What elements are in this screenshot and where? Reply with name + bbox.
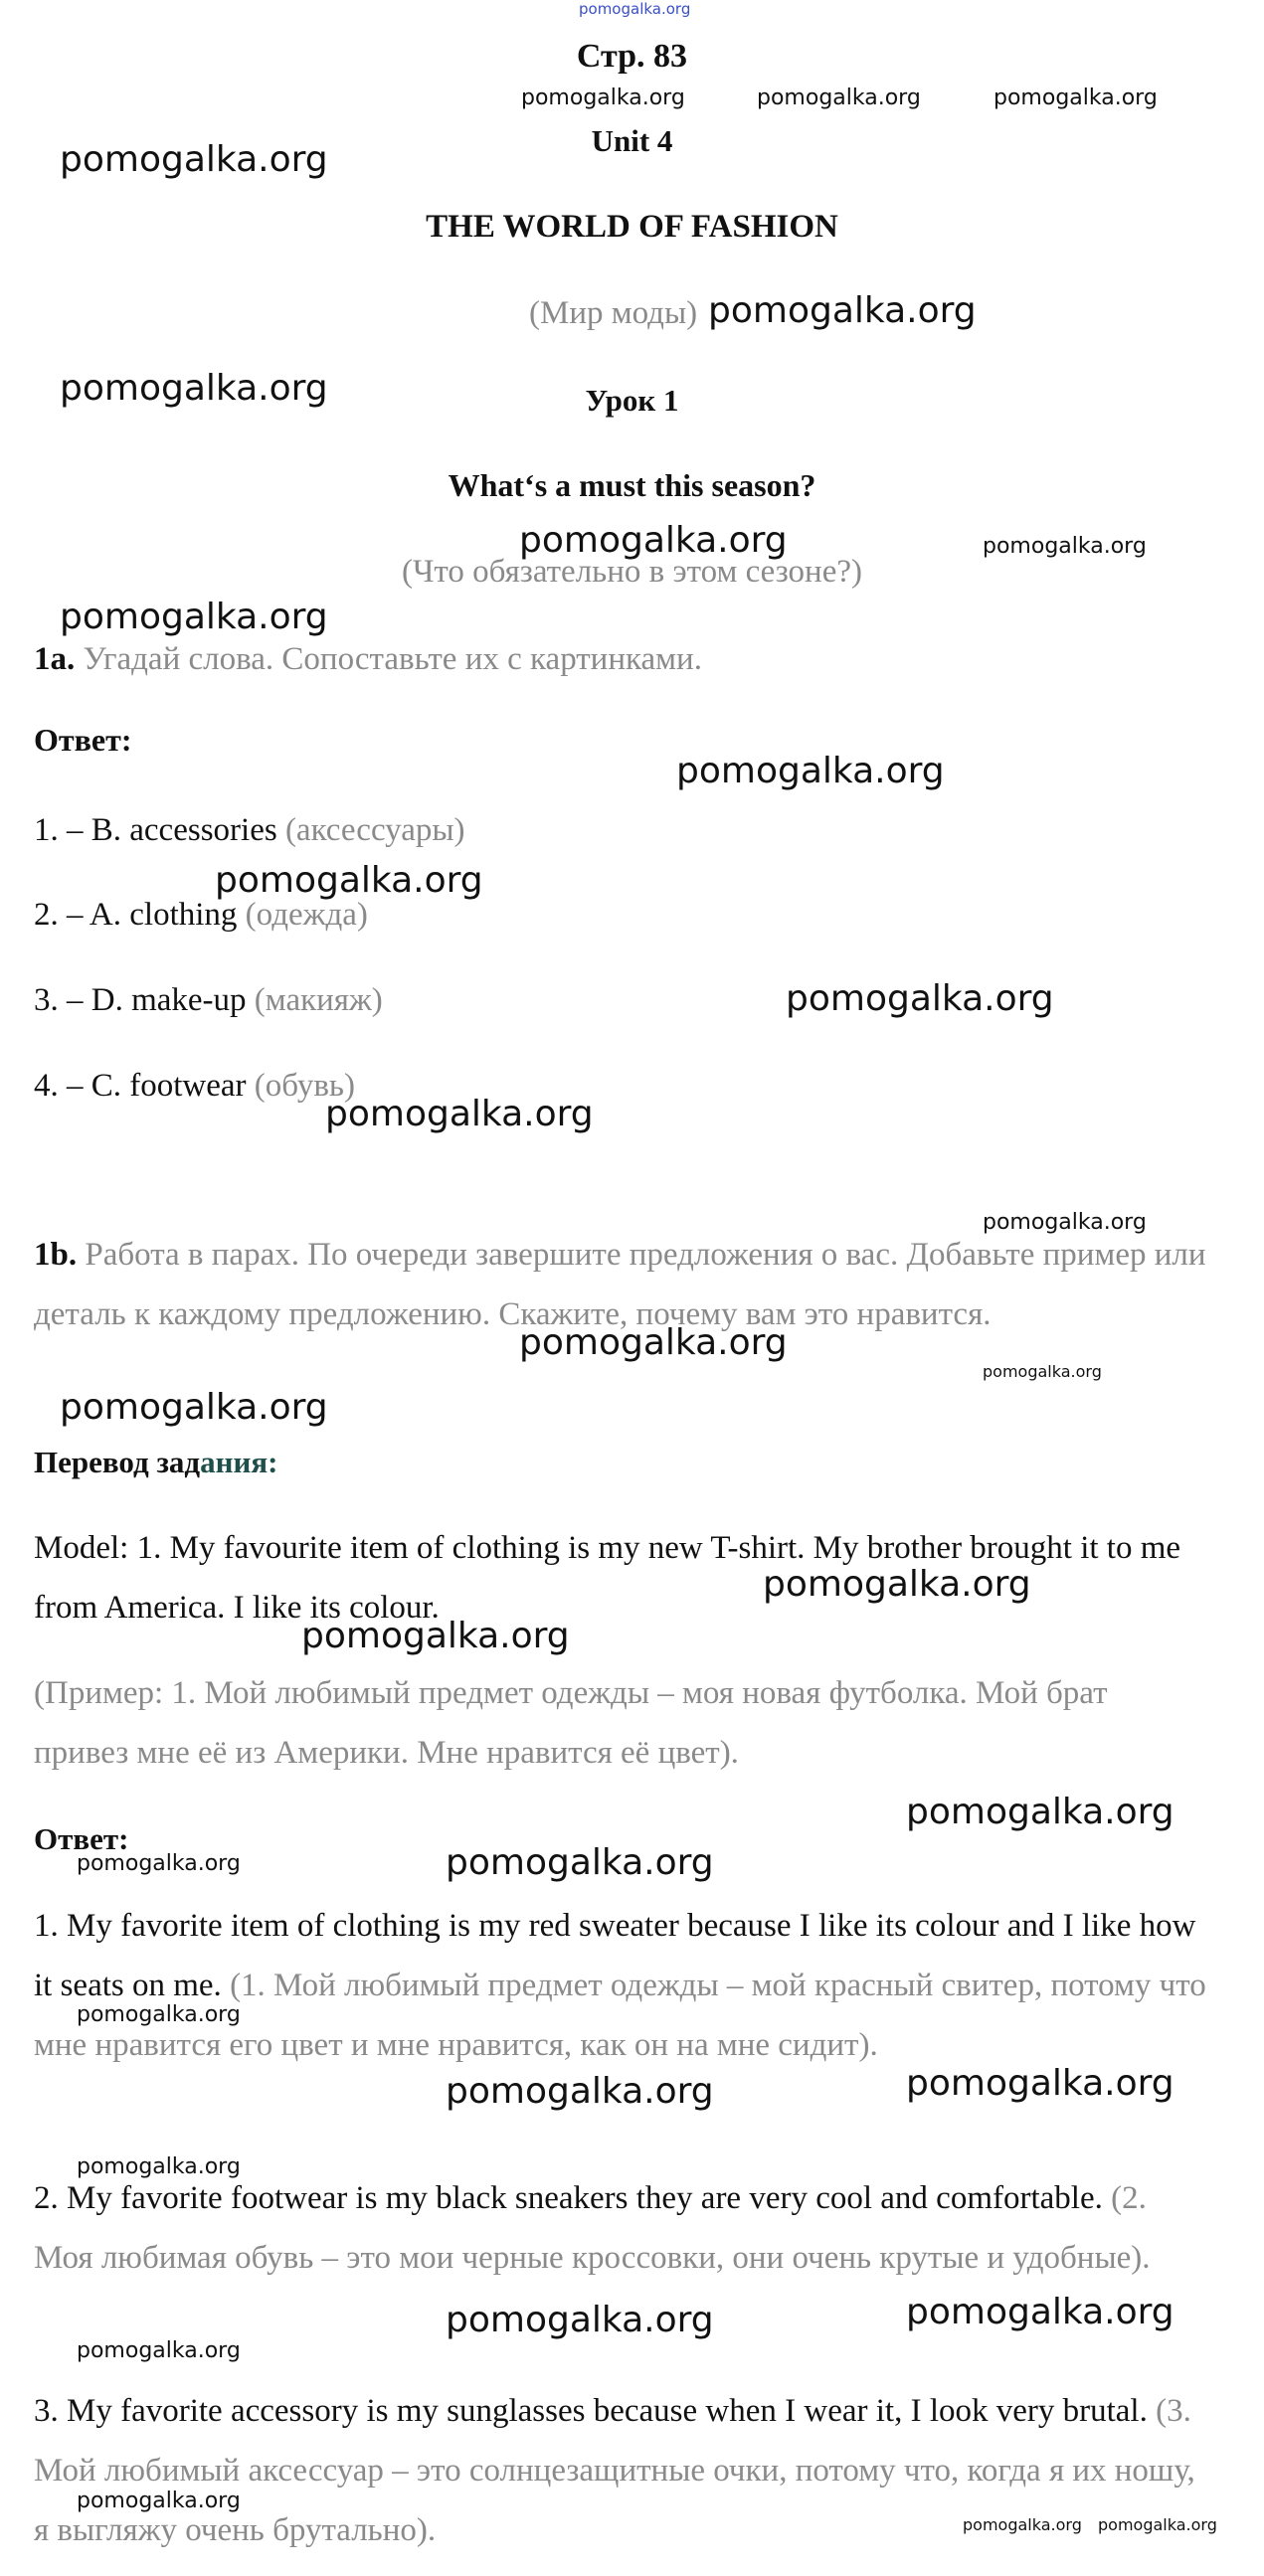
lesson-title-translation: (Что обязательно в этом сезоне?) xyxy=(401,554,862,590)
task-1b-text: Работа в парах. По очереди завершите предложения о вас. Добавьте пример или деталь к каждому предложению. Скажите, почему вам это нравится. xyxy=(34,1237,1206,1332)
item-russian: (макияж) xyxy=(254,982,383,1018)
watermark: pomogalka.org xyxy=(521,86,685,110)
watermark: pomogalka.org xyxy=(446,2300,714,2340)
watermark: pomogalka.org xyxy=(77,1851,241,1876)
watermark: pomogalka.org xyxy=(786,978,1054,1019)
watermark: pomogalka.org xyxy=(906,2292,1174,2332)
watermark: pomogalka.org xyxy=(1098,2515,1217,2534)
watermark: pomogalka.org xyxy=(757,86,921,110)
watermark: pomogalka.org xyxy=(906,1792,1174,1832)
translation-label-part-2: ания: xyxy=(200,1445,278,1479)
page-title: THE WORLD OF FASHION xyxy=(426,209,838,245)
watermark: pomogalka.org xyxy=(215,860,483,901)
watermark: pomogalka.org xyxy=(519,1322,788,1363)
watermark: pomogalka.org xyxy=(763,1564,1031,1605)
translation-label xyxy=(34,1445,277,1480)
answer-russian: (2. Моя любимая обувь – это мои черные кроссовки, они очень крутые и удобные). xyxy=(34,2180,1151,2276)
answer-2 xyxy=(34,2168,1207,2288)
title-translation: (Мир моды) xyxy=(529,295,698,331)
task-1a-item-4 xyxy=(34,1056,355,1116)
item-english: 2. – A. clothing xyxy=(34,897,238,933)
task-1a-label: 1a. xyxy=(34,641,76,677)
watermark: pomogalka.org xyxy=(963,2515,1082,2534)
item-russian: (аксессуары) xyxy=(284,812,465,848)
watermark: pomogalka.org xyxy=(708,290,977,331)
answer-english: 2. My favorite footwear is my black sneakers they are very cool and comfortable. xyxy=(34,2180,1103,2216)
page-number: Стр. 83 xyxy=(576,38,688,75)
task-1b-label: 1b. xyxy=(34,1237,78,1273)
watermark: pomogalka.org xyxy=(60,1387,328,1428)
task-1a-text: Угадай слова. Сопоставьте их с картинками. xyxy=(83,641,702,677)
translation-label-part-1: Перевод зад xyxy=(34,1445,201,1479)
lesson-number: Урок 1 xyxy=(585,383,679,418)
answer-english: 3. My favorite accessory is my sunglasses because when I wear it, I look very brutal. xyxy=(34,2393,1148,2429)
answer-russian: (1. Мой любимый предмет одежды – мой красный свитер, потому что мне нравится его цвет и мне нравится, как он на мне сидит). xyxy=(34,1968,1206,2063)
watermark: pomogalka.org xyxy=(60,368,328,409)
watermark: pomogalka.org xyxy=(77,2002,241,2027)
task-1a-item-3 xyxy=(34,970,383,1030)
watermark-top: pomogalka.org xyxy=(579,0,691,18)
item-russian: (одежда) xyxy=(245,897,368,933)
task-1a-item-1 xyxy=(34,800,465,860)
watermark: pomogalka.org xyxy=(676,751,945,791)
unit-title: Unit 4 xyxy=(591,123,673,158)
item-english: 4. – C. footwear xyxy=(34,1068,247,1104)
watermark: pomogalka.org xyxy=(446,1842,714,1883)
watermark: pomogalka.org xyxy=(301,1616,570,1656)
item-english: 3. – D. make-up xyxy=(34,982,247,1018)
task-1b-answer-label: Ответ: xyxy=(34,1821,129,1856)
watermark: pomogalka.org xyxy=(60,139,328,180)
watermark: pomogalka.org xyxy=(77,2489,241,2513)
answer-1 xyxy=(34,1896,1207,2075)
watermark: pomogalka.org xyxy=(993,86,1158,110)
task-1a-instruction xyxy=(34,629,702,689)
watermark: pomogalka.org xyxy=(77,2154,241,2179)
watermark: pomogalka.org xyxy=(77,2338,241,2363)
watermark: pomogalka.org xyxy=(446,2071,714,2112)
item-russian: (обувь) xyxy=(254,1068,355,1104)
watermark: pomogalka.org xyxy=(983,1362,1102,1381)
lesson-title: What‘s a must this season? xyxy=(448,467,816,503)
task-1a-answer-label: Ответ: xyxy=(34,722,132,758)
watermark: pomogalka.org xyxy=(983,534,1147,559)
watermark: pomogalka.org xyxy=(325,1094,594,1134)
model-english: Model: 1. My favourite item of clothing is my new T-shirt. My brother brought it to me from America. I like its colour. xyxy=(34,1530,1181,1626)
watermark: pomogalka.org xyxy=(60,597,328,637)
watermark: pomogalka.org xyxy=(906,2063,1174,2104)
watermark: pomogalka.org xyxy=(519,520,788,561)
watermark: pomogalka.org xyxy=(983,1210,1147,1235)
answer-russian: (3. Мой любимый аксессуар – это солнцезащитные очки, потому что, когда я их ношу, я выгляжу очень брутально). xyxy=(34,2393,1195,2548)
item-english: 1. – B. accessories xyxy=(34,812,277,848)
answer-english: 1. My favorite item of clothing is my red sweater because I like its colour and I like how it seats on me. xyxy=(34,1908,1196,2003)
model-russian: (Пример: 1. Мой любимый предмет одежды – моя новая футболка. Мой брат привез мне её из Америки. Мне нравится её цвет). xyxy=(34,1675,1108,1771)
